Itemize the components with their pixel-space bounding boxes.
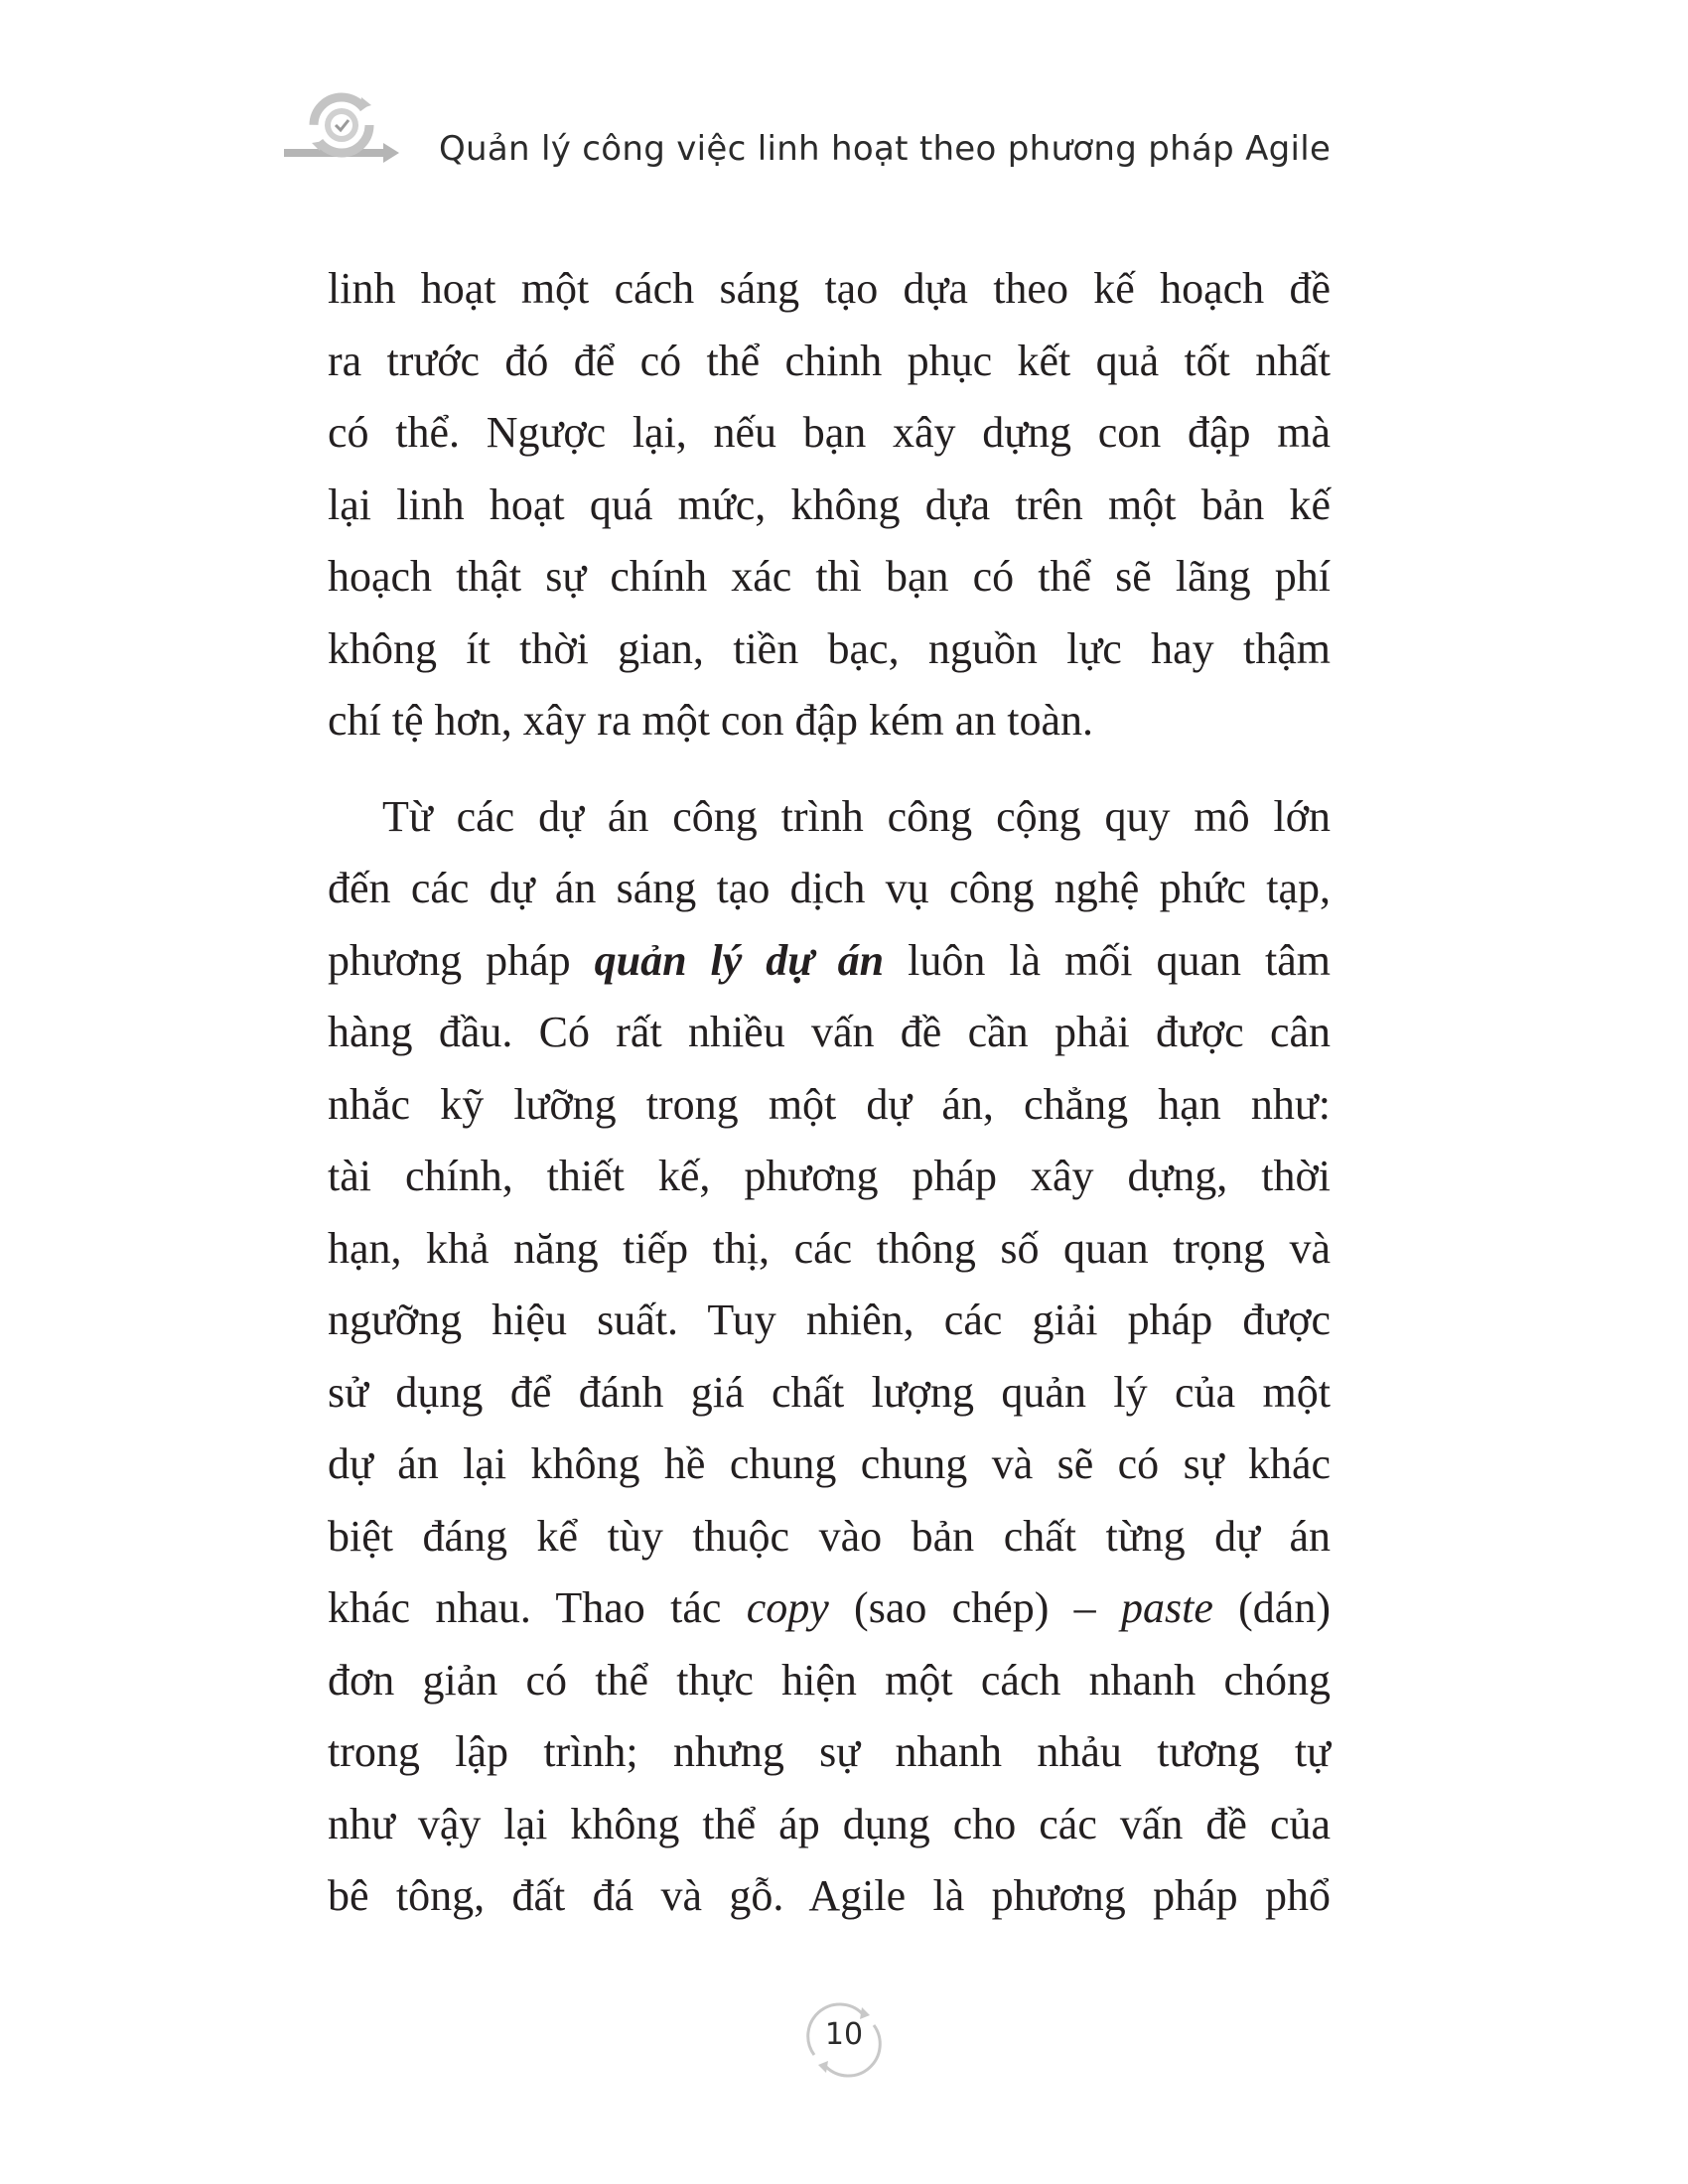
text-line: [328, 1572, 1331, 1645]
italic-term-copy: copy: [746, 1583, 829, 1632]
agile-cycle-logo-icon: [280, 89, 419, 185]
text-line: linh hoạt một cách sáng tạo dựa theo kế hoạch đề: [328, 264, 1331, 313]
paragraph-1: [328, 253, 1331, 757]
body-text: [328, 253, 1331, 1933]
text-run: luôn là mối quan tâm: [884, 935, 1331, 985]
text-line: có thể. Ngược lại, nếu bạn xây dựng con đập mà: [328, 408, 1331, 457]
text-line: biệt đáng kể tùy thuộc vào bản chất từng dự án: [328, 1511, 1331, 1561]
text-line: trong lập trình; nhưng sự nhanh nhảu tương tự: [328, 1727, 1331, 1776]
text-line: ra trước đó để có thể chinh phục kết quả tốt nhất: [328, 336, 1331, 385]
running-header-title: Quản lý công việc linh hoạt theo phương pháp Agile: [439, 129, 1332, 169]
running-header: [280, 89, 1332, 218]
paragraph-2: [328, 781, 1331, 1933]
text-line: hạn, khả năng tiếp thị, các thông số quan trọng và: [328, 1223, 1331, 1273]
text-line: đến các dự án sáng tạo dịch vụ công nghệ phức tạp,: [328, 864, 1331, 912]
page-number: [784, 1995, 904, 2085]
text-line: dự án lại không hề chung chung và sẽ có sự khác: [328, 1439, 1331, 1488]
text-line: đơn giản có thể thực hiện một cách nhanh chóng: [328, 1655, 1331, 1705]
text-line: hoạch thật sự chính xác thì bạn có thể sẽ lãng phí: [328, 552, 1331, 601]
text-line: lại linh hoạt quá mức, không dựa trên một bản kế: [328, 479, 1331, 529]
text-line: tài chính, thiết kế, phương pháp xây dựng, thời: [328, 1152, 1331, 1200]
text-line: như vậy lại không thể áp dụng cho các vấn đề của: [328, 1799, 1331, 1848]
emphasis-term: quản lý dự án: [594, 935, 885, 985]
text-line: sử dụng để đánh giá chất lượng quản lý của một: [328, 1367, 1331, 1417]
italic-term-paste: paste: [1120, 1583, 1213, 1632]
text-run: (sao chép) –: [828, 1583, 1121, 1632]
text-line: ngưỡng hiệu suất. Tuy nhiên, các giải pháp được: [328, 1296, 1331, 1344]
text-run: khác nhau. Thao tác: [328, 1583, 747, 1632]
text-line: hàng đầu. Có rất nhiều vấn đề cần phải được cân: [328, 1008, 1331, 1056]
page-number-text: 10: [824, 2017, 864, 2052]
text-line: [328, 925, 1331, 998]
text-line: nhắc kỹ lưỡng trong một dự án, chẳng hạn như:: [328, 1079, 1331, 1129]
text-line: Từ các dự án công trình công cộng quy mô lớn: [382, 791, 1331, 841]
text-line: bê tông, đất đá và gỗ. Agile là phương pháp phổ: [328, 1871, 1331, 1920]
text-line: không ít thời gian, tiền bạc, nguồn lực hay thậm: [328, 623, 1331, 673]
text-run: phương pháp: [328, 935, 595, 985]
text-line: chí tệ hơn, xây ra một con đập kém an toàn.: [328, 696, 1094, 745]
text-run: (dán): [1212, 1583, 1331, 1632]
